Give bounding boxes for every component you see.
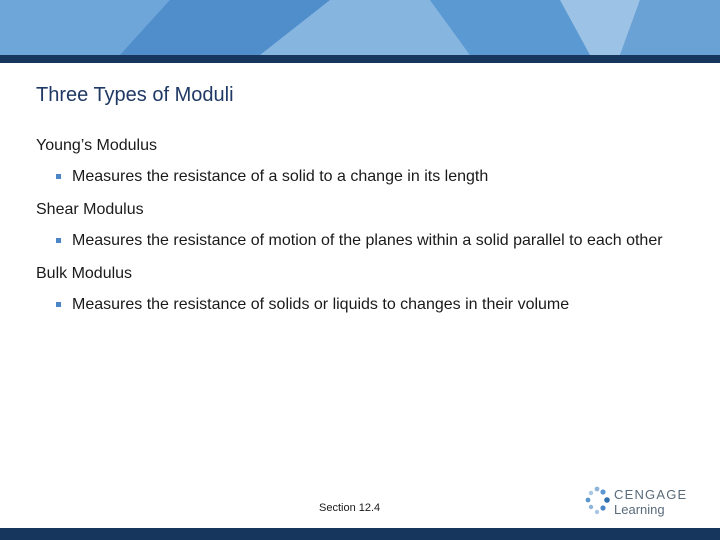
section-shear-modulus [36,200,676,251]
section-bulk-modulus [36,264,676,315]
logo-subtext: Learning [614,502,665,517]
header-stripe [0,55,720,63]
section-heading: Young’s Modulus [36,137,157,154]
square-bullet-icon [56,238,61,243]
slide-title: Three Types of Moduli [36,84,234,106]
section-label: Section 12.4 [319,502,381,514]
square-bullet-icon [56,174,61,179]
section-youngs-modulus [36,136,676,187]
bullet-text: Measures the resistance of a solid to a change in its length [72,168,489,185]
bullet-text: Measures the resistance of solids or liquids to changes in their volume [72,296,570,313]
banner-pattern [0,0,720,55]
bullet-item [72,294,676,315]
cengage-logo [583,485,693,519]
logo-wordmark: CENGAGE [614,487,688,502]
square-bullet-icon [56,302,61,307]
bullet-item [72,230,676,251]
header-banner [0,0,720,55]
bullet-text: Measures the resistance of motion of the planes within a solid parallel to each other [72,232,663,249]
bullet-item [72,166,676,187]
section-heading: Bulk Modulus [36,265,133,282]
slide-content [36,136,676,328]
footer-bar [0,528,720,540]
cengage-dots-icon [583,485,611,519]
section-heading: Shear Modulus [36,201,144,218]
